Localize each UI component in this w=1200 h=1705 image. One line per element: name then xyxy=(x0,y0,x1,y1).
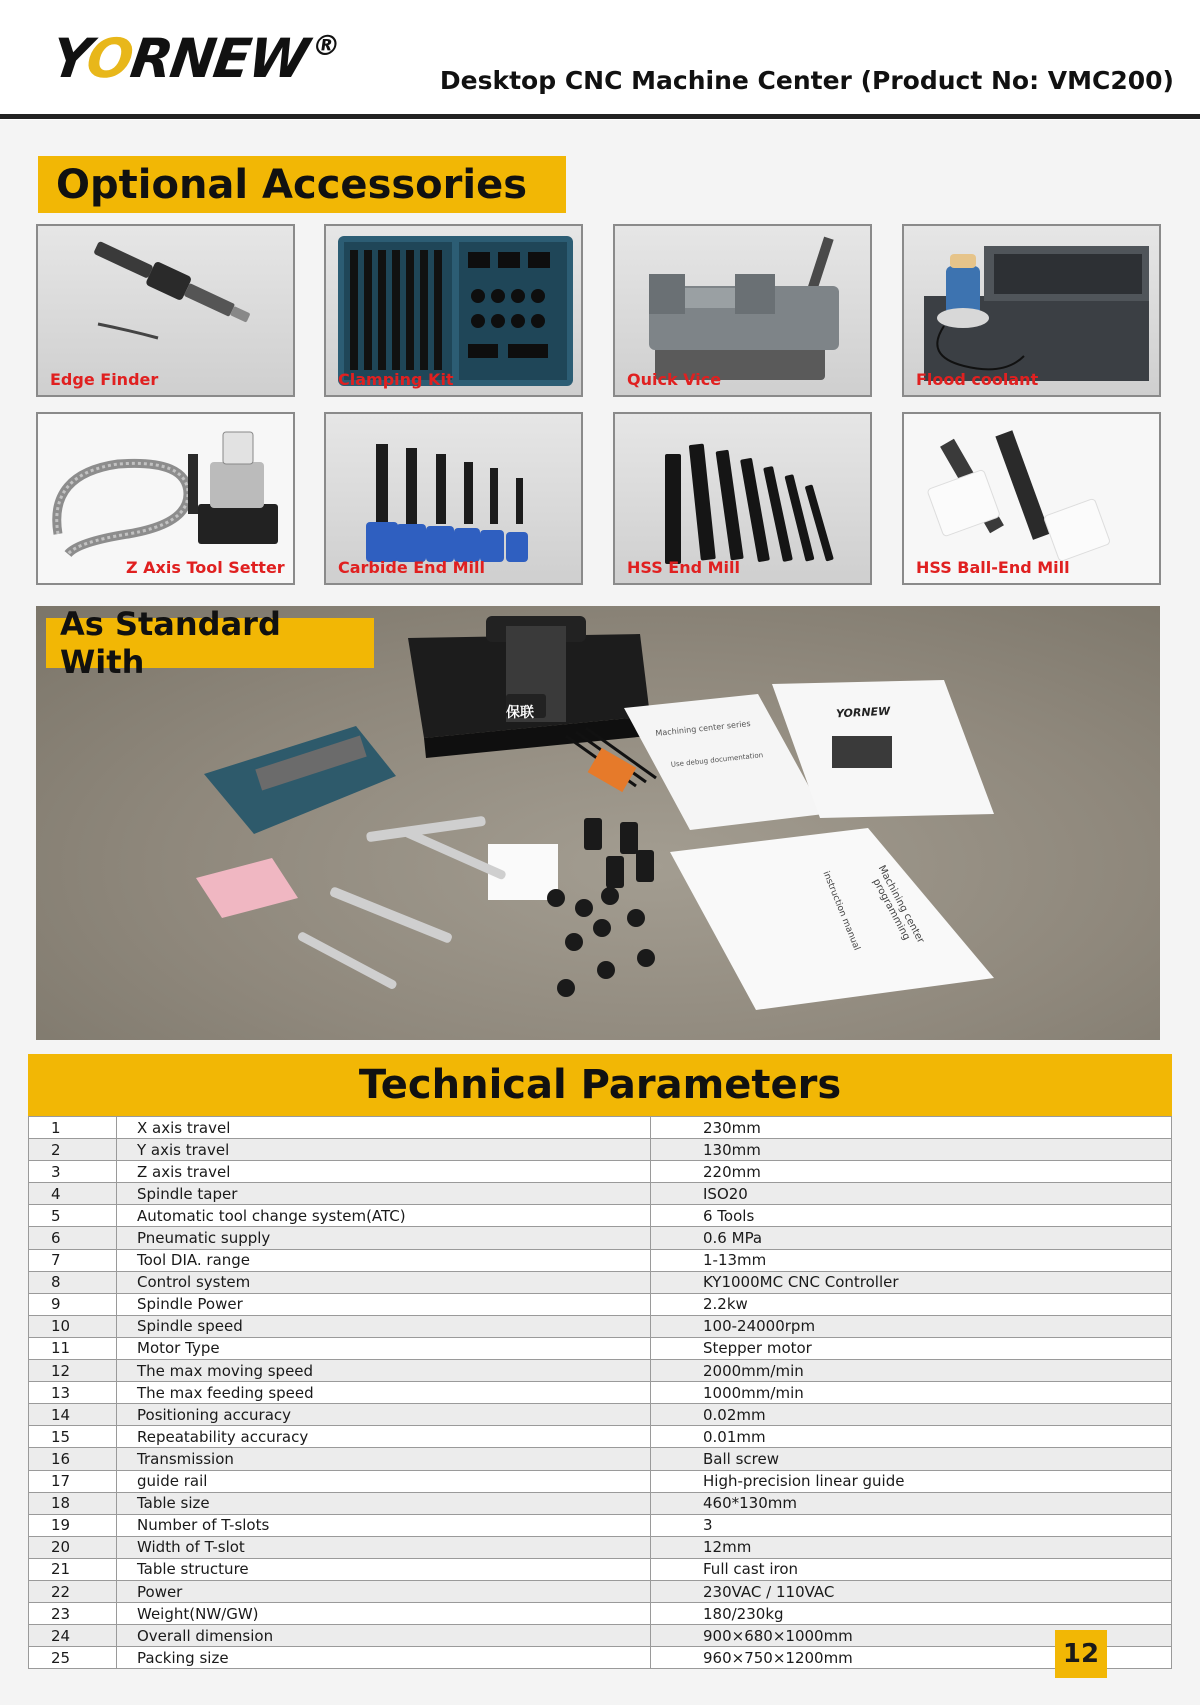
table-row xyxy=(29,1603,1172,1625)
param-number: 7 xyxy=(29,1249,117,1271)
param-number: 2 xyxy=(29,1139,117,1161)
param-number: 11 xyxy=(29,1337,117,1359)
param-value: 130mm xyxy=(651,1139,1172,1161)
param-name: Table size xyxy=(117,1492,651,1514)
accessory-label: Quick Vice xyxy=(627,370,722,389)
param-name: Tool DIA. range xyxy=(117,1249,651,1271)
accessory-card-flood-coolant xyxy=(902,224,1161,397)
param-value: 3 xyxy=(651,1514,1172,1536)
param-number: 20 xyxy=(29,1536,117,1558)
param-number: 24 xyxy=(29,1625,117,1647)
param-number: 9 xyxy=(29,1293,117,1315)
param-value: 6 Tools xyxy=(651,1205,1172,1227)
accessory-label: Flood coolant xyxy=(916,370,1039,389)
param-name: Table structure xyxy=(117,1558,651,1580)
accessory-label: Carbide End Mill xyxy=(338,558,485,577)
param-number: 12 xyxy=(29,1360,117,1382)
param-name: Control system xyxy=(117,1271,651,1293)
accessory-card-ball-end-mill xyxy=(902,412,1161,585)
param-value: 100-24000rpm xyxy=(651,1315,1172,1337)
table-row xyxy=(29,1448,1172,1470)
param-number: 16 xyxy=(29,1448,117,1470)
param-name: guide rail xyxy=(117,1470,651,1492)
param-value: 2.2kw xyxy=(651,1293,1172,1315)
accessory-card-clamping-kit xyxy=(324,224,583,397)
param-name: Power xyxy=(117,1580,651,1602)
param-number: 3 xyxy=(29,1161,117,1183)
technical-parameters-heading: Technical Parameters xyxy=(28,1054,1172,1116)
standard-accessories-photo xyxy=(36,606,1160,1040)
table-row xyxy=(29,1536,1172,1558)
param-number: 15 xyxy=(29,1426,117,1448)
param-name: Weight(NW/GW) xyxy=(117,1603,651,1625)
param-value: 0.6 MPa xyxy=(651,1227,1172,1249)
accessory-card-carbide-end-mill xyxy=(324,412,583,585)
param-value: 180/230kg xyxy=(651,1603,1172,1625)
header-divider xyxy=(0,114,1200,119)
manual-instruction-subtitle: instruction manual xyxy=(820,869,862,953)
accessory-card-hss-end-mill xyxy=(613,412,872,585)
table-row xyxy=(29,1514,1172,1536)
param-name: Repeatability accuracy xyxy=(117,1426,651,1448)
table-row xyxy=(29,1426,1172,1448)
param-number: 4 xyxy=(29,1183,117,1205)
accessory-label: Z Axis Tool Setter xyxy=(126,558,285,577)
param-value: 0.01mm xyxy=(651,1426,1172,1448)
param-value: 230mm xyxy=(651,1117,1172,1139)
param-number: 17 xyxy=(29,1470,117,1492)
param-value: 0.02mm xyxy=(651,1404,1172,1426)
table-row xyxy=(29,1271,1172,1293)
table-row xyxy=(29,1337,1172,1359)
table-row xyxy=(29,1404,1172,1426)
manual-brand: YORNEW xyxy=(835,704,891,721)
accessory-card-quick-vice xyxy=(613,224,872,397)
param-number: 19 xyxy=(29,1514,117,1536)
param-name: Packing size xyxy=(117,1647,651,1669)
param-name: Z axis travel xyxy=(117,1161,651,1183)
brand-logo-text: YORNEW xyxy=(47,27,311,90)
table-row xyxy=(29,1227,1172,1249)
table-row xyxy=(29,1360,1172,1382)
param-name: Spindle speed xyxy=(117,1315,651,1337)
table-row xyxy=(29,1492,1172,1514)
param-value: 1000mm/min xyxy=(651,1382,1172,1404)
param-value: Ball screw xyxy=(651,1448,1172,1470)
param-name: Y axis travel xyxy=(117,1139,651,1161)
param-number: 10 xyxy=(29,1315,117,1337)
accessory-label: HSS End Mill xyxy=(627,558,741,577)
accessory-label: Edge Finder xyxy=(50,370,159,389)
param-number: 14 xyxy=(29,1404,117,1426)
param-value: 900×680×1000mm xyxy=(651,1625,1172,1647)
param-value: ISO20 xyxy=(651,1183,1172,1205)
param-name: Spindle Power xyxy=(117,1293,651,1315)
param-value: 460*130mm xyxy=(651,1492,1172,1514)
param-number: 1 xyxy=(29,1117,117,1139)
param-number: 22 xyxy=(29,1580,117,1602)
table-row xyxy=(29,1139,1172,1161)
table-row xyxy=(29,1647,1172,1669)
manual-programming-title: Machining center programming xyxy=(870,863,927,946)
product-title: Desktop CNC Machine Center (Product No: VMC200) xyxy=(439,66,1174,95)
table-row xyxy=(29,1315,1172,1337)
brand-logo xyxy=(47,27,341,90)
param-name: The max feeding speed xyxy=(117,1382,651,1404)
table-row xyxy=(29,1625,1172,1647)
param-value: 230VAC / 110VAC xyxy=(651,1580,1172,1602)
param-number: 21 xyxy=(29,1558,117,1580)
page-header xyxy=(0,0,1200,120)
param-name: X axis travel xyxy=(117,1117,651,1139)
table-row xyxy=(29,1117,1172,1139)
accessory-card-edge-finder xyxy=(36,224,295,397)
param-value: 1-13mm xyxy=(651,1249,1172,1271)
param-name: Pneumatic supply xyxy=(117,1227,651,1249)
param-value: 12mm xyxy=(651,1536,1172,1558)
param-number: 23 xyxy=(29,1603,117,1625)
param-value: Stepper motor xyxy=(651,1337,1172,1359)
param-name: Number of T-slots xyxy=(117,1514,651,1536)
manual-series-subtitle: Use debug documentation xyxy=(670,751,764,769)
param-name: Transmission xyxy=(117,1448,651,1470)
param-value: KY1000MC CNC Controller xyxy=(651,1271,1172,1293)
param-number: 5 xyxy=(29,1205,117,1227)
table-row xyxy=(29,1249,1172,1271)
param-value: High-precision linear guide xyxy=(651,1470,1172,1492)
accessory-label: HSS Ball-End Mill xyxy=(916,558,1070,577)
as-standard-with-heading: As Standard With xyxy=(46,618,374,668)
param-value: 2000mm/min xyxy=(651,1360,1172,1382)
param-number: 18 xyxy=(29,1492,117,1514)
table-row xyxy=(29,1382,1172,1404)
param-name: Positioning accuracy xyxy=(117,1404,651,1426)
table-row xyxy=(29,1558,1172,1580)
param-name: Width of T-slot xyxy=(117,1536,651,1558)
param-value: 220mm xyxy=(651,1161,1172,1183)
accessory-label: Clamping Kit xyxy=(338,370,454,389)
param-number: 6 xyxy=(29,1227,117,1249)
technical-parameters-table xyxy=(28,1116,1172,1669)
param-name: Automatic tool change system(ATC) xyxy=(117,1205,651,1227)
param-number: 25 xyxy=(29,1647,117,1669)
param-value: Full cast iron xyxy=(651,1558,1172,1580)
param-number: 13 xyxy=(29,1382,117,1404)
registered-mark: ® xyxy=(309,29,341,62)
table-row xyxy=(29,1205,1172,1227)
param-value: 960×750×1200mm xyxy=(651,1647,1172,1669)
optional-accessories-heading: Optional Accessories xyxy=(38,156,566,213)
manual-series-title: Machining center series xyxy=(655,719,751,738)
accessory-card-tool-setter xyxy=(36,412,295,585)
page-number: 12 xyxy=(1055,1630,1107,1678)
param-number: 8 xyxy=(29,1271,117,1293)
table-row xyxy=(29,1470,1172,1492)
param-name: Overall dimension xyxy=(117,1625,651,1647)
param-name: Motor Type xyxy=(117,1337,651,1359)
toolbox-label: 保联 xyxy=(506,705,534,721)
param-name: The max moving speed xyxy=(117,1360,651,1382)
table-row xyxy=(29,1183,1172,1205)
param-name: Spindle taper xyxy=(117,1183,651,1205)
table-row xyxy=(29,1293,1172,1315)
table-row xyxy=(29,1161,1172,1183)
table-row xyxy=(29,1580,1172,1602)
